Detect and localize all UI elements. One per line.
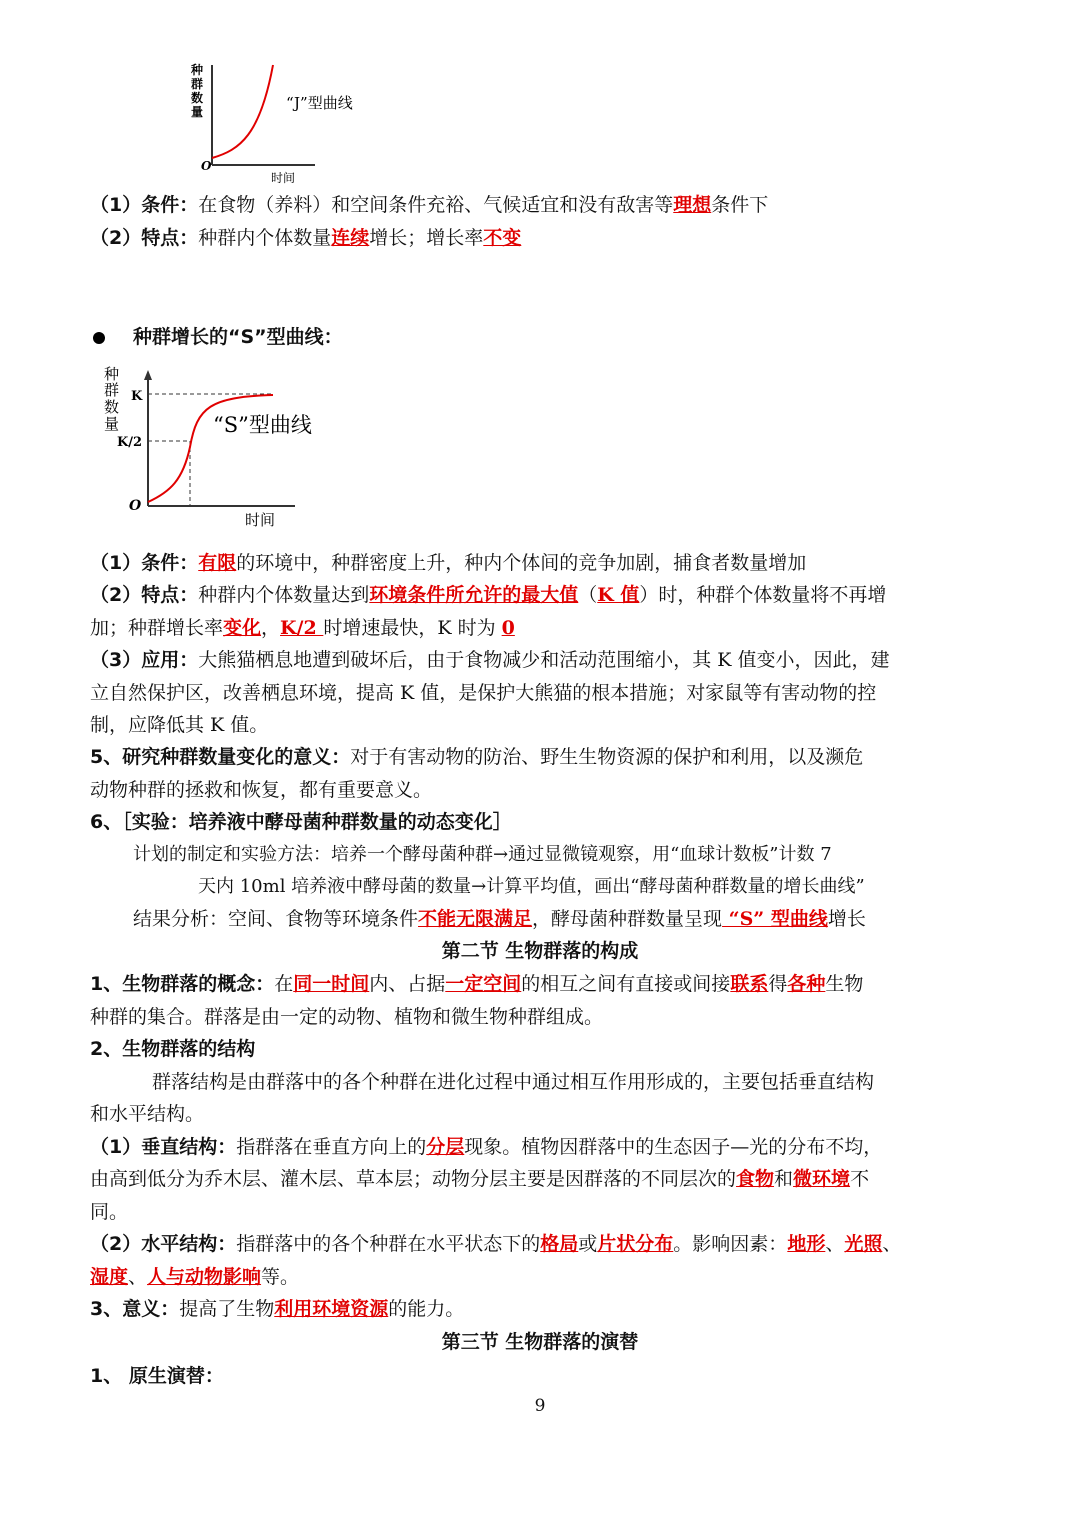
page-number: 9 (534, 1396, 546, 1416)
horizontal-text: 、 (825, 1233, 845, 1255)
horizontal-text: 。影响因素： (673, 1233, 788, 1255)
j-x-label: 时间 (271, 171, 296, 185)
horizontal-keyword: 人与动物影响 (147, 1266, 262, 1288)
vertical-text: 由高到低分为乔木层、灌木层、草本层；动物分层主要是因群落的不同层次的 (90, 1168, 737, 1190)
j-feature-keyword: 不变 (483, 227, 522, 249)
j-curve (212, 65, 273, 158)
s-heading-text: 种群增长的“S”型曲线： (133, 326, 343, 348)
item6-plan-line2: 天内 10ml 培养液中酵母菌的数量→计算平均值，画出“酵母菌种群数量的增长曲线” (198, 876, 865, 897)
j-feature-text: 种群内个体数量 (198, 227, 332, 249)
item6-plan-line1: 计划的制定和实验方法：培养一个酵母菌种群→通过显微镜观察，用“血球计数板”计数 7 (133, 844, 832, 865)
j-y-label-char: 量 (191, 105, 204, 119)
s-y-label-char: 数 (104, 398, 120, 416)
j-condition-text: 在食物（养料）和空间条件充裕、气候适宜和没有敌害等 (198, 194, 674, 216)
significance-label: 3、意义： (90, 1298, 180, 1320)
concept-label: 1、生物群落的概念： (90, 973, 275, 995)
j-curve-label: “J”型曲线 (286, 94, 353, 112)
s-feature-text: ， (261, 617, 281, 639)
item6-label: 6、［实验：培养液中酵母菌种群数量的动态变化］ (90, 811, 512, 833)
vertical-text: 和 (774, 1168, 794, 1190)
vertical-text: 现象。植物因群落中的生态因子—光的分布不均， (464, 1136, 883, 1158)
concept-text: 得 (768, 973, 788, 995)
s-application-line2: 立自然保护区，改善栖息环境，提高 K 值，是保护大熊猫的根本措施；对家鼠等有害动物的控 (90, 682, 877, 704)
s-condition-label: （1）条件： (90, 552, 199, 574)
horizontal-keyword: 地形 (787, 1233, 826, 1255)
j-y-label-char: 数 (191, 91, 204, 105)
concept-line1 (90, 970, 990, 998)
horizontal-text: 或 (578, 1233, 598, 1255)
s-application-label: （3）应用： (90, 649, 199, 671)
s-y-label-char: 量 (104, 415, 120, 433)
concept-text: 内、占据 (369, 973, 446, 995)
s-feature-label: （2）特点： (90, 584, 199, 606)
concept-keyword: 各种 (787, 973, 826, 995)
concept-keyword: 同一时间 (293, 973, 370, 995)
vertical-line2 (90, 1165, 990, 1193)
s-curve-figure (95, 362, 355, 532)
s-feature-text: 加；种群增长率 (90, 617, 224, 639)
significance-line (90, 1295, 990, 1323)
vertical-line3: 同。 (90, 1201, 129, 1223)
s-y-label-char: 种 (104, 365, 120, 383)
structure-line2: 和水平结构。 (90, 1103, 205, 1125)
s-y-label (104, 365, 119, 433)
vertical-keyword: 分层 (426, 1136, 465, 1158)
s-curve-label: “S”型曲线 (213, 413, 312, 437)
s-feature-keyword: 0 (501, 617, 515, 639)
s-application-line3: 制，应降低其 K 值。 (90, 714, 269, 736)
s-feature-keyword: K 值 (597, 584, 640, 606)
s-condition (90, 549, 990, 577)
structure-line1: 群落结构是由群落中的各个种群在进化过程中通过相互作用形成的，主要包括垂直结构 (152, 1071, 875, 1093)
concept-keyword: 联系 (730, 973, 769, 995)
s-curve (148, 395, 273, 502)
s-feature-line2 (90, 614, 990, 642)
vertical-text: 不 (850, 1168, 870, 1190)
s-heading (93, 323, 993, 351)
horizontal-keyword: 光照 (844, 1233, 883, 1255)
s-feature-text: ）时，种群个体数量将不再增 (639, 584, 887, 606)
vertical-keyword: 微环境 (793, 1168, 851, 1190)
section3-title: 第三节 生物群落的演替 (441, 1331, 639, 1353)
vertical-keyword: 食物 (736, 1168, 775, 1190)
s-application-text: 大熊猫栖息地遭到破坏后，由于食物减少和活动范围缩小，其 K 值变小，因此，建 (198, 649, 890, 671)
s-condition-text: 的环境中，种群密度上升，种内个体间的竞争加剧，捕食者数量增加 (236, 552, 807, 574)
significance-text: 提高了生物 (179, 1298, 275, 1320)
item5-line1 (90, 743, 990, 771)
vertical-line1 (90, 1133, 990, 1161)
item5-label: 5、研究种群数量变化的意义： (90, 746, 351, 768)
j-condition-text-end: 条件下 (711, 194, 769, 216)
vertical-label: （1）垂直结构： (90, 1136, 237, 1158)
item6-result-text: ，酵母菌种群数量呈现 (532, 908, 723, 930)
vertical-text: 指群落在垂直方向上的 (236, 1136, 427, 1158)
s-feature-keyword: K/2 (280, 617, 324, 639)
s-feature-text: （ (578, 584, 598, 606)
horizontal-text: 指群落中的各个种群在水平状态下的 (236, 1233, 541, 1255)
item6-result-text: 结果分析：空间、食物等环境条件 (133, 908, 419, 930)
item6-result (133, 905, 1033, 933)
concept-text: 生物 (825, 973, 864, 995)
s-feature-keyword: 变化 (223, 617, 262, 639)
k-half-label: K/2 (117, 435, 143, 450)
horizontal-text: 、 (128, 1266, 148, 1288)
item5-line2: 动物种群的拯救和恢复，都有重要意义。 (90, 779, 433, 801)
j-condition-keyword: 理想 (673, 194, 712, 216)
s-condition-keyword: 有限 (198, 552, 237, 574)
horizontal-keyword: 格局 (540, 1233, 579, 1255)
concept-text: 在 (274, 973, 294, 995)
section2-title: 第二节 生物群落的构成 (441, 940, 639, 962)
item6-result-text: 增长 (827, 908, 866, 930)
structure-label: 2、生物群落的结构 (90, 1038, 256, 1060)
concept-keyword: 一定空间 (445, 973, 522, 995)
item6-result-keyword: “S” 型曲线 (722, 908, 828, 930)
j-origin: O (201, 159, 212, 173)
item5-text: 对于有害动物的防治、野生生物资源的保护和利用，以及濒危 (350, 746, 864, 768)
concept-line2: 种群的集合。群落是由一定的动物、植物和微生物种群组成。 (90, 1006, 604, 1028)
j-feature (90, 224, 990, 252)
j-y-label-char: 种 (191, 63, 204, 77)
section3-item1: 1、 原生演替： (90, 1365, 224, 1387)
horizontal-keyword: 湿度 (90, 1266, 129, 1288)
s-y-axis-arrow (144, 370, 152, 380)
j-feature-label: （2）特点： (90, 227, 199, 249)
s-feature-text: 时增速最快，K 时为 (323, 617, 502, 639)
concept-text: 的相互之间有直接或间接 (521, 973, 731, 995)
j-y-label (190, 62, 203, 119)
s-x-label: 时间 (245, 511, 276, 529)
j-y-label-char: 群 (191, 77, 204, 91)
s-feature-line1 (90, 581, 990, 609)
significance-text: 的能力。 (388, 1298, 465, 1320)
horizontal-line1 (90, 1230, 990, 1258)
s-origin: O (129, 498, 142, 514)
horizontal-label: （2）水平结构： (90, 1233, 237, 1255)
j-curve-figure (185, 60, 385, 185)
horizontal-text: 、 (882, 1233, 902, 1255)
j-condition (90, 191, 990, 219)
j-feature-text: 增长；增长率 (369, 227, 484, 249)
horizontal-keyword: 片状分布 (597, 1233, 674, 1255)
s-application-line1 (90, 646, 990, 674)
horizontal-line2 (90, 1263, 990, 1291)
s-y-label-char: 群 (104, 381, 120, 399)
j-feature-keyword: 连续 (331, 227, 370, 249)
item6-result-keyword: 不能无限满足 (418, 908, 533, 930)
s-feature-keyword: 环境条件所允许的最大值 (369, 584, 579, 606)
s-feature-text: 种群内个体数量达到 (198, 584, 370, 606)
significance-keyword: 利用环境资源 (274, 1298, 389, 1320)
k-label: K (131, 389, 143, 404)
j-condition-label: （1）条件： (90, 194, 199, 216)
horizontal-text: 等。 (261, 1266, 300, 1288)
bullet-icon (93, 332, 105, 344)
